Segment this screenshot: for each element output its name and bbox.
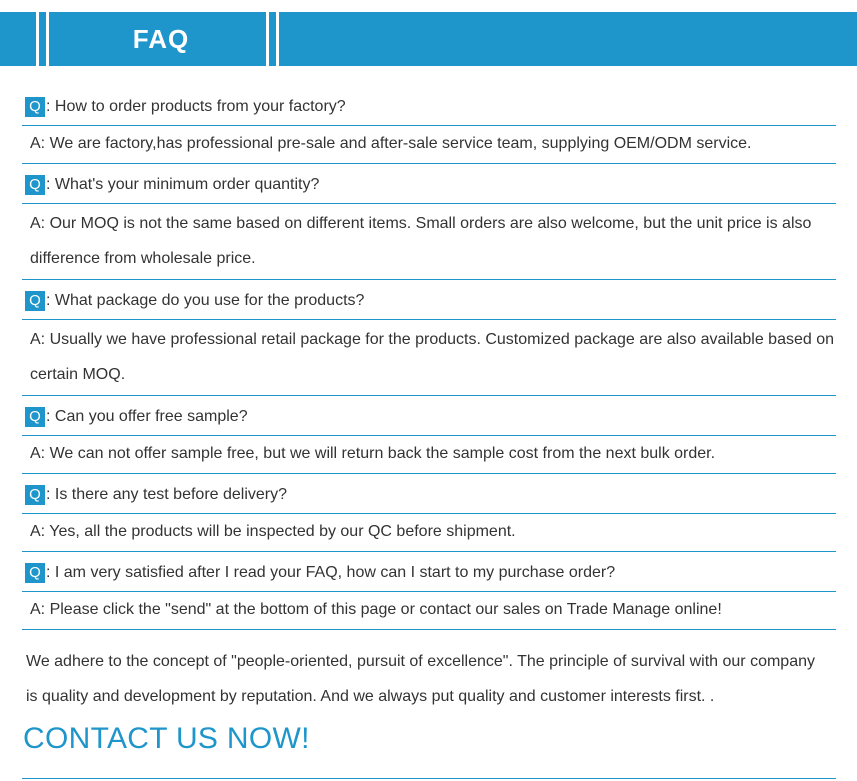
faq-question [22, 478, 836, 514]
faq-list [22, 90, 836, 630]
question-text: : How to order products from your factory? [46, 98, 346, 115]
faq-answer: A: Please click the "send" at the bottom of this page or contact our sales on Trade Manage online! [22, 592, 836, 630]
question-text: : I am very satisfied after I read your FAQ, how can I start to my purchase order? [46, 564, 616, 581]
banner-stripe [276, 12, 279, 66]
faq-question [22, 284, 836, 320]
banner-stripe [266, 12, 269, 66]
faq-answer: A: Usually we have professional retail package for the products. Customized package are also available based on certain MOQ. [22, 320, 836, 396]
question-badge: Q [25, 175, 45, 195]
banner-stripe [46, 12, 49, 66]
question-text: : Is there any test before delivery? [46, 486, 288, 503]
question-badge: Q [25, 485, 45, 505]
banner-stripe [36, 12, 39, 66]
faq-answer: A: Our MOQ is not the same based on different items. Small orders are also welcome, but the unit price is also difference from wholesale price. [22, 204, 836, 280]
faq-answer: A: We are factory,has professional pre-sale and after-sale service team, supplying OEM/ODM service. [22, 126, 836, 164]
faq-question [22, 556, 836, 592]
faq-answer: A: We can not offer sample free, but we will return back the sample cost from the next bulk order. [22, 436, 836, 474]
faq-question [22, 400, 836, 436]
faq-question [22, 90, 836, 126]
divider [22, 778, 836, 779]
faq-question [22, 168, 836, 204]
page-title: FAQ [132, 24, 190, 54]
question-badge: Q [25, 291, 45, 311]
question-text: : Can you offer free sample? [46, 408, 248, 425]
question-badge: Q [25, 563, 45, 583]
faq-answer: A: Yes, all the products will be inspected by our QC before shipment. [22, 514, 836, 552]
question-badge: Q [25, 407, 45, 427]
faq-banner [0, 12, 857, 66]
question-badge: Q [25, 97, 45, 117]
closing-statement: We adhere to the concept of "people-oriented, pursuit of excellence". The principle of survival with our company is quality and development by reputation. And we always put quality and customer interests first. . [26, 653, 815, 705]
contact-heading: CONTACT US NOW! [23, 722, 310, 755]
question-text: : What package do you use for the products? [46, 292, 365, 309]
question-text: : What's your minimum order quantity? [46, 176, 320, 193]
